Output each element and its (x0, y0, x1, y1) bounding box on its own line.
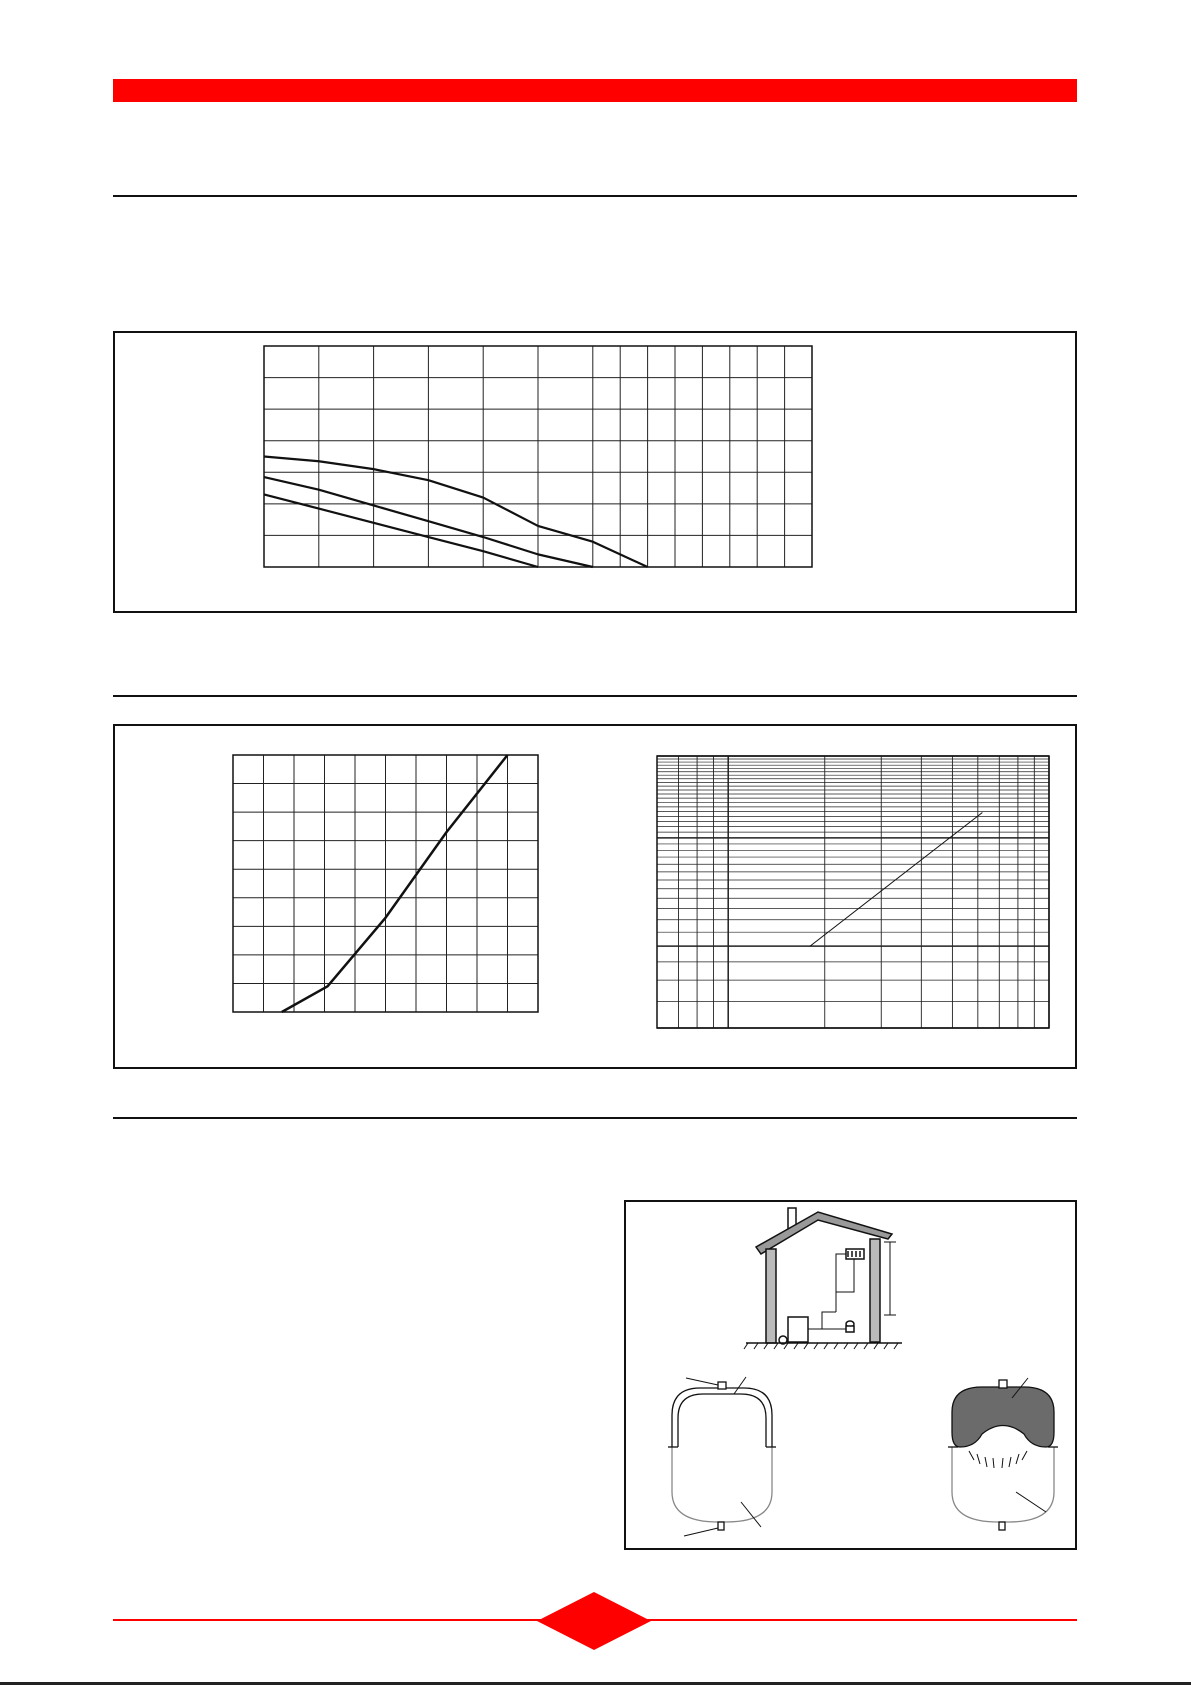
plot-border (657, 756, 1049, 1028)
vessel-pressurised (948, 1378, 1058, 1530)
house-illustration (744, 1208, 902, 1349)
pressure-log-chart (115, 726, 1079, 1071)
left-wall (766, 1249, 776, 1343)
section-divider-2 (113, 695, 1077, 697)
log-line-1 (810, 812, 982, 946)
expansion-vessel-frame (624, 1200, 1077, 1550)
vessel-empty (668, 1377, 776, 1536)
pump-curve-line-1 (264, 457, 648, 568)
boiler (788, 1317, 808, 1342)
expansion-vessel-diagram (626, 1202, 1079, 1552)
section-divider-1 (113, 195, 1077, 197)
pump-curve-chart (115, 333, 1079, 615)
right-wall (870, 1239, 880, 1342)
header-red-bar (113, 79, 1077, 102)
pump-curve-frame (113, 331, 1077, 613)
pressure-charts-frame (113, 724, 1077, 1069)
footer-diamond (537, 1592, 651, 1650)
section-divider-3 (113, 1117, 1077, 1119)
